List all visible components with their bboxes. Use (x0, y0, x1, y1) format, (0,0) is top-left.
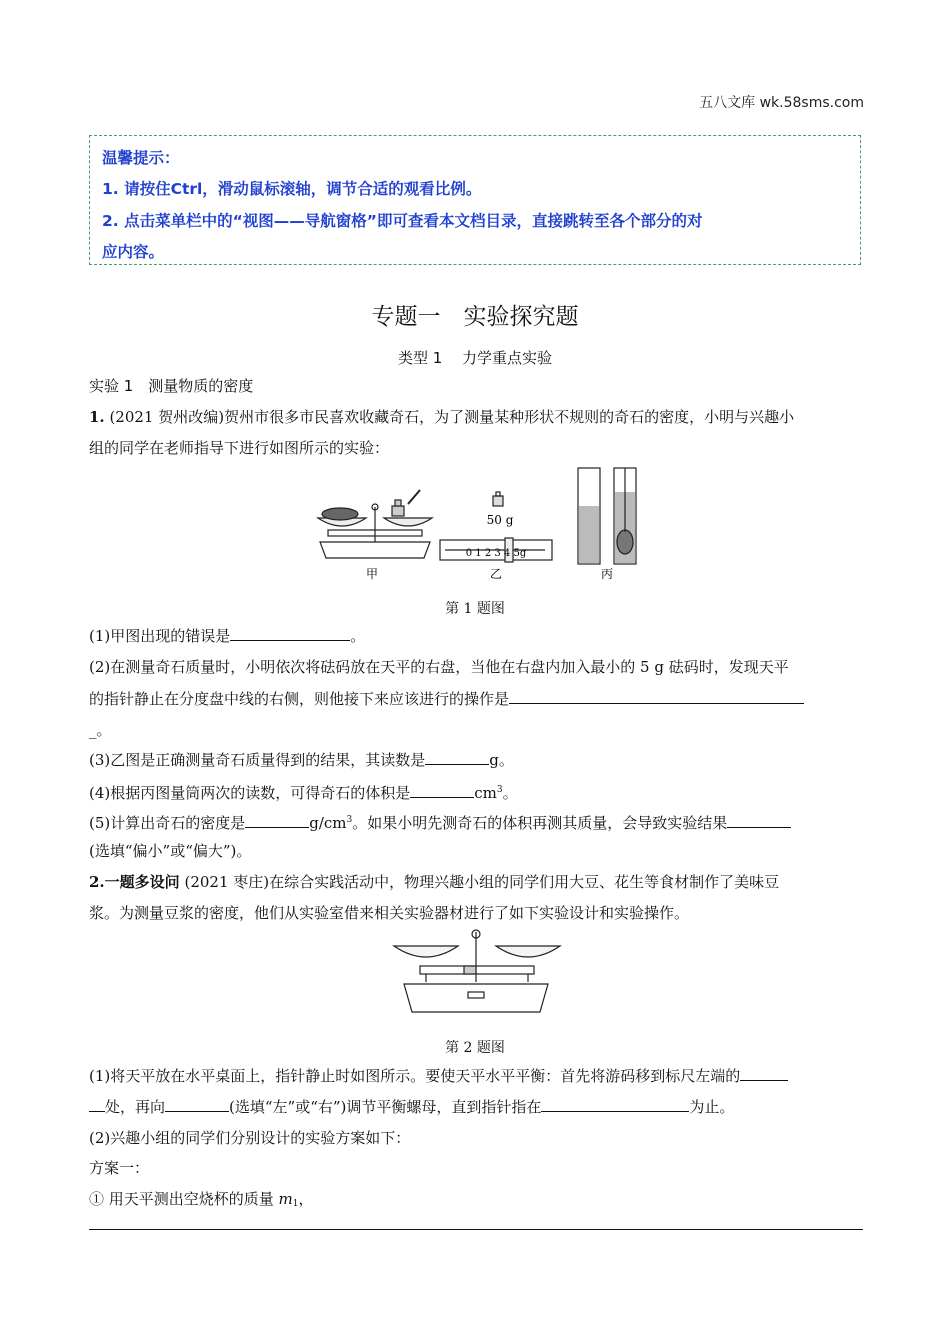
q2-step-1 (89, 1189, 314, 1214)
q1-p4-unit: cm (474, 784, 497, 802)
cylinders-diagram-c (578, 468, 636, 564)
page-title: 专题一 实验探究题 (371, 304, 579, 330)
balance-diagram-a (318, 490, 432, 558)
tips-heading: 温馨提示： (102, 149, 180, 167)
q1-caption: 第 1 题图 (445, 601, 505, 617)
q1-p3-text: (3)乙图是正确测量奇石质量得到的结果，其读数是 (89, 751, 426, 769)
q2-p1-blank-3[interactable] (541, 1097, 689, 1112)
q1-part-3 (89, 750, 514, 770)
q2-step1-text: ① 用天平测出空烧杯的质量 (89, 1190, 279, 1208)
q1-p4-sup: 3 (496, 785, 503, 795)
q1-part-2c: _。 (89, 721, 112, 739)
label-yi: 乙 (489, 567, 503, 581)
label-jia: 甲 (365, 567, 379, 581)
q1-part-1 (89, 626, 365, 646)
q2-p1b-mid: 处，再向 (105, 1098, 166, 1116)
q2-figure (378, 926, 574, 1026)
q1-line-1 (89, 407, 794, 427)
q2-p1b-mid2: (选填“左”或“右”)调节平衡螺母，直到指针指在 (229, 1098, 542, 1116)
site-watermark: 五八文库 wk.58sms.com (699, 95, 864, 111)
q1-number: 1. (89, 408, 105, 426)
q1-p4-blank[interactable] (410, 783, 474, 798)
q2-caption: 第 2 题图 (445, 1040, 505, 1056)
q2-p1-blank-1-cont[interactable] (89, 1097, 105, 1112)
q1-p5-blank-2[interactable] (727, 813, 791, 828)
q1-part-2a: (2)在测量奇石质量时，小明依次将砝码放在天平的右盘，当他在右盘内加入最小的 5 g 砝码时，发现天平 (89, 658, 789, 676)
q2-source: (2021 枣庄) (184, 873, 270, 891)
q2-tag: 一题多设问 (104, 873, 180, 891)
balance-diagram-2 (394, 930, 560, 1012)
q1-p3-blank[interactable] (425, 750, 489, 765)
tips-line-2a: 2. 点击菜单栏中的“视图——导航窗格”即可查看本文档目录，直接跳转至各个部分的对 (102, 212, 703, 230)
q1-source: (2021 贺州改编) (109, 408, 225, 426)
q1-p1-end: 。 (350, 627, 366, 645)
q1-p5-sup: 3 (346, 815, 353, 825)
footer-rule (89, 1229, 863, 1230)
q1-p4-text: (4)根据丙图量筒两次的读数，可得奇石的体积是 (89, 784, 411, 802)
page-subtitle: 类型 1 力学重点实验 (397, 349, 553, 367)
q2-part-1b (89, 1097, 734, 1117)
q2-p1a-text: (1)将天平放在水平桌面上，指针静止时如图所示。要使天平水平平衡：首先将游码移到标尺左端的 (89, 1067, 741, 1085)
q2-number: 2. (89, 873, 105, 891)
weight-label: 50 g (486, 513, 514, 527)
q1-part-5b: (选填“偏小”或“偏大”)。 (89, 842, 252, 860)
q1-part-4 (89, 780, 518, 803)
q1-part-2b (89, 689, 804, 709)
q1-p5-mid: 。如果小明先测奇石的体积再测其质量，会导致实验结果 (352, 814, 728, 832)
q1-line-2: 组的同学在老师指导下进行如图所示的实验： (89, 439, 390, 457)
q2-plan-1: 方案一： (89, 1159, 150, 1177)
q2-p1b-end: 为止。 (689, 1098, 735, 1116)
q1-p2-blank[interactable] (509, 689, 804, 704)
q1-p5-text: (5)计算出奇石的密度是 (89, 814, 246, 832)
q2-line-2: 浆。为测量豆浆的密度，他们从实验室借来相关实验器材进行了如下实验设计和实验操作。 (89, 904, 690, 922)
q1-p5-unit: g/cm (309, 814, 347, 832)
label-bing: 丙 (600, 567, 614, 581)
q1-p2b-text: 的指针静止在分度盘中线的右侧，则他接下来应该进行的操作是 (89, 690, 510, 708)
q2-text-1: 在综合实践活动中，物理兴趣小组的同学们用大豆、花生等食材制作了美味豆 (269, 873, 780, 891)
q1-p4-end: 。 (502, 784, 518, 802)
q2-step1-comma: ， (298, 1190, 314, 1208)
q2-p1-blank-2[interactable] (165, 1097, 229, 1112)
q2-line-1 (89, 872, 779, 892)
q1-p1-text: (1)甲图出现的错误是 (89, 627, 231, 645)
q1-p5-blank-1[interactable] (245, 813, 309, 828)
q1-p3-end: g。 (489, 751, 514, 769)
q1-text-1: 贺州市很多市民喜欢收藏奇石，为了测量某种形状不规则的奇石的密度，小明与兴趣小 (224, 408, 795, 426)
tips-line-2b: 应内容。 (102, 243, 165, 261)
q1-part-5 (89, 810, 791, 833)
q1-p1-blank[interactable] (230, 626, 350, 641)
q2-part-2: (2)兴趣小组的同学们分别设计的实验方案如下： (89, 1129, 411, 1147)
q2-p1-blank-1[interactable] (740, 1066, 788, 1081)
q2-step1-sub: 1 (292, 1199, 299, 1209)
q2-step1-var: m (278, 1190, 293, 1208)
q1-figure (300, 462, 650, 586)
tips-line-1: 1. 请按住Ctrl，滑动鼠标滚轴，调节合适的观看比例。 (102, 180, 482, 198)
tips-box (89, 135, 861, 265)
q2-part-1a (89, 1066, 788, 1086)
scale-ticks: 0 1 2 3 4 5g (465, 548, 527, 559)
section-heading: 实验 1 测量物质的密度 (89, 377, 254, 395)
